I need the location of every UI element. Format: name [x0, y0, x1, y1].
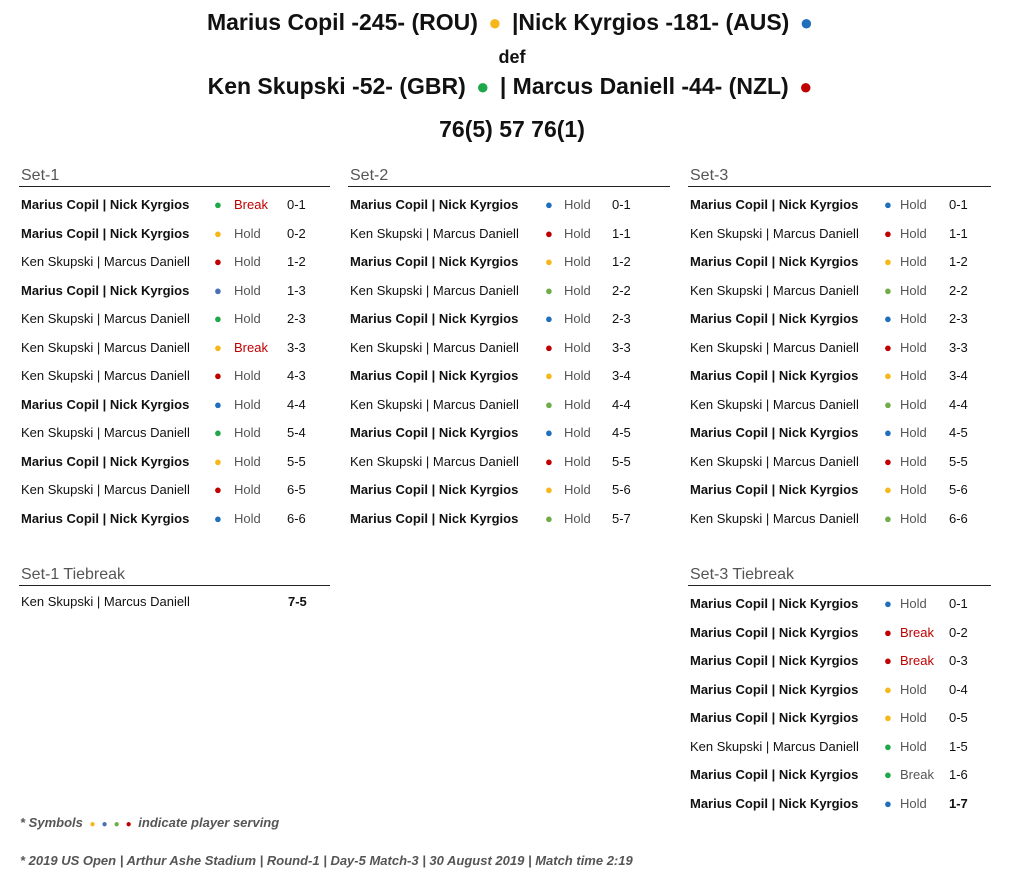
pair-name: Marius Copil | Nick Kyrgios	[690, 681, 859, 697]
serve-dot-icon: ●	[545, 254, 553, 269]
game-score: 5-5	[612, 453, 631, 469]
game-score: 5-5	[287, 453, 306, 469]
serve-dot-icon: ●	[545, 282, 553, 298]
game-result: Hold	[234, 225, 261, 241]
match-title-line-3	[0, 73, 1024, 100]
game-score: 0-1	[949, 197, 968, 212]
game-result: Break	[234, 339, 268, 355]
serve-dot-icon: ●	[799, 10, 814, 35]
serve-dot-icon: ●	[884, 425, 892, 440]
game-score: 0-1	[287, 197, 306, 212]
game-result: Break	[900, 653, 934, 668]
set-1-tiebreak-section	[19, 564, 330, 609]
serve-dot-icon: ●	[884, 197, 892, 212]
serve-dot-icon: ●	[884, 510, 892, 526]
tiebreak-title: Set-3 Tiebreak	[688, 564, 991, 586]
set-title: Set-3	[688, 165, 991, 187]
tiebreak-title: Set-1 Tiebreak	[19, 564, 330, 586]
game-result: Hold	[564, 311, 591, 326]
serve-dot-icon: ●	[884, 624, 892, 640]
set-title: Set-1	[19, 165, 330, 187]
serve-dot-icon: ●	[214, 368, 222, 383]
pair-name: Marius Copil | Nick Kyrgios	[690, 425, 859, 440]
serve-dot-icon: ●	[214, 482, 222, 497]
game-score: 1-2	[612, 254, 631, 269]
serve-dot-icon: ●	[545, 339, 553, 355]
serve-dot-icon: ●	[214, 339, 222, 355]
pair-name: Ken Skupski | Marcus Daniell	[21, 594, 190, 609]
serve-dot-icon: ●	[884, 311, 892, 326]
game-score: 0-2	[949, 624, 968, 640]
legend-dot-icon: ●	[89, 819, 96, 830]
game-score: 4-3	[287, 368, 306, 383]
game-result: Hold	[900, 596, 927, 611]
game-score: 1-1	[612, 225, 631, 241]
serve-dot-icon: ●	[545, 225, 553, 241]
pair-name: Marius Copil | Nick Kyrgios	[690, 368, 859, 383]
game-score: 1-3	[287, 282, 306, 298]
pair-name: Marius Copil | Nick Kyrgios	[21, 197, 190, 212]
game-result: Hold	[900, 396, 927, 412]
game-score: 3-4	[612, 368, 631, 383]
game-score: 0-1	[612, 197, 631, 212]
serve-dot-icon: ●	[545, 425, 553, 440]
pair-name: Marius Copil | Nick Kyrgios	[690, 197, 859, 212]
serve-legend	[20, 815, 279, 830]
game-result: Hold	[234, 396, 261, 412]
game-score: 3-4	[949, 368, 968, 383]
game-result: Hold	[234, 510, 261, 526]
game-score: 4-4	[287, 396, 306, 412]
game-score: 6-6	[287, 510, 306, 526]
game-result: Hold	[900, 282, 927, 298]
game-result: Hold	[564, 510, 591, 526]
pair-name: Ken Skupski | Marcus Daniell	[350, 225, 519, 241]
serve-dot-icon: ●	[545, 482, 553, 497]
serve-dot-icon: ●	[884, 368, 892, 383]
pair-name: Marius Copil | Nick Kyrgios	[690, 710, 859, 725]
serve-dot-icon: ●	[884, 339, 892, 355]
pair-name: Marius Copil | Nick Kyrgios	[21, 453, 190, 469]
game-result: Hold	[564, 339, 591, 355]
game-result: Hold	[900, 681, 927, 697]
game-result: Hold	[234, 311, 261, 326]
game-score: 3-3	[287, 339, 306, 355]
pair-name: Ken Skupski | Marcus Daniell	[350, 396, 519, 412]
game-result: Hold	[900, 197, 927, 212]
game-score: 5-6	[612, 482, 631, 497]
serve-dot-icon: ●	[214, 197, 222, 212]
serve-dot-icon: ●	[545, 368, 553, 383]
serve-dot-icon: ●	[214, 396, 222, 412]
pair-name: Marius Copil | Nick Kyrgios	[350, 311, 519, 326]
game-score: 2-3	[287, 311, 306, 326]
serve-dot-icon: ●	[799, 74, 813, 99]
pair-name: Marius Copil | Nick Kyrgios	[690, 795, 859, 811]
game-result: Hold	[900, 710, 927, 725]
legend-dots	[86, 815, 134, 830]
match-footer: * 2019 US Open | Arthur Ashe Stadium | Round-1 | Day-5 Match-3 | 30 August 2019 | Match time 2:19	[20, 853, 633, 868]
game-result: Hold	[564, 254, 591, 269]
tiebreak-row	[19, 592, 330, 612]
pair-name: Marius Copil | Nick Kyrgios	[350, 482, 519, 497]
serve-dot-icon: ●	[214, 254, 222, 269]
serve-dot-icon: ●	[884, 653, 892, 668]
pair-name: Ken Skupski | Marcus Daniell	[690, 738, 859, 754]
game-result: Hold	[234, 453, 261, 469]
game-score: 6-5	[287, 482, 306, 497]
game-result: Hold	[900, 254, 927, 269]
game-result: Hold	[564, 482, 591, 497]
game-result: Hold	[564, 425, 591, 440]
game-score: 4-4	[949, 396, 968, 412]
team2-title: |Nick Kyrgios -181- (AUS)	[511, 9, 790, 35]
game-score: 1-6	[949, 767, 968, 782]
serve-dot-icon: ●	[545, 396, 553, 412]
game-result: Hold	[900, 225, 927, 241]
set-3-tiebreak-section	[688, 564, 991, 811]
legend-suffix: indicate player serving	[138, 815, 280, 830]
pair-name: Marius Copil | Nick Kyrgios	[350, 510, 519, 526]
game-score: 1-2	[287, 254, 306, 269]
game-score: 0-1	[949, 596, 968, 611]
game-result: Hold	[900, 510, 927, 526]
game-result: Hold	[900, 738, 927, 754]
team4-title: | Marcus Daniell -44- (NZL)	[499, 73, 789, 99]
serve-dot-icon: ●	[884, 453, 892, 469]
serve-dot-icon: ●	[476, 74, 490, 99]
pair-name: Ken Skupski | Marcus Daniell	[690, 510, 859, 526]
game-score: 3-3	[949, 339, 968, 355]
serve-dot-icon: ●	[214, 282, 222, 298]
game-score: 4-4	[612, 396, 631, 412]
legend-dot-icon: ●	[101, 819, 108, 830]
serve-dot-icon: ●	[214, 453, 222, 469]
game-result: Hold	[234, 254, 261, 269]
serve-dot-icon: ●	[884, 254, 892, 269]
pair-name: Ken Skupski | Marcus Daniell	[21, 368, 190, 383]
pair-name: Marius Copil | Nick Kyrgios	[690, 767, 859, 782]
pair-name: Ken Skupski | Marcus Daniell	[690, 282, 859, 298]
def-label: def	[498, 47, 526, 67]
legend-dot-icon: ●	[113, 819, 120, 830]
game-score: 2-2	[612, 282, 631, 298]
game-score: 0-2	[287, 225, 306, 241]
serve-dot-icon: ●	[545, 453, 553, 469]
serve-dot-icon: ●	[884, 596, 892, 611]
game-result: Hold	[900, 368, 927, 383]
serve-dot-icon: ●	[884, 681, 892, 697]
game-result: Hold	[900, 339, 927, 355]
pair-name: Marius Copil | Nick Kyrgios	[350, 368, 519, 383]
pair-name: Marius Copil | Nick Kyrgios	[21, 282, 190, 298]
pair-name: Marius Copil | Nick Kyrgios	[21, 510, 190, 526]
game-score: 5-4	[287, 425, 306, 440]
pair-name: Ken Skupski | Marcus Daniell	[350, 339, 519, 355]
pair-name: Marius Copil | Nick Kyrgios	[21, 225, 190, 241]
serve-dot-icon: ●	[884, 710, 892, 725]
serve-dot-icon: ●	[545, 311, 553, 326]
game-score: 2-3	[612, 311, 631, 326]
game-result: Break	[900, 767, 934, 782]
legend-dot-icon: ●	[125, 819, 132, 830]
serve-dot-icon: ●	[214, 225, 222, 241]
set-3-section	[688, 165, 991, 526]
legend-prefix: * Symbols	[20, 815, 83, 830]
serve-dot-icon: ●	[884, 396, 892, 412]
game-result: Hold	[564, 282, 591, 298]
game-score: 5-7	[612, 510, 631, 526]
pair-name: Ken Skupski | Marcus Daniell	[21, 339, 190, 355]
serve-dot-icon: ●	[884, 225, 892, 241]
match-title-line-1	[0, 9, 1024, 36]
serve-dot-icon: ●	[884, 795, 892, 811]
serve-dot-icon: ●	[488, 10, 502, 35]
game-score: 2-3	[949, 311, 968, 326]
serve-dot-icon: ●	[545, 197, 553, 212]
pair-name: Marius Copil | Nick Kyrgios	[21, 396, 190, 412]
game-result: Hold	[900, 482, 927, 497]
set-2-section	[348, 165, 670, 526]
serve-dot-icon: ●	[884, 282, 892, 298]
team3-title: Ken Skupski -52- (GBR)	[207, 73, 466, 99]
game-score: 0-4	[949, 681, 968, 697]
pair-name: Marius Copil | Nick Kyrgios	[690, 311, 859, 326]
game-result: Hold	[564, 368, 591, 383]
set-title: Set-2	[348, 165, 670, 187]
pair-name: Ken Skupski | Marcus Daniell	[350, 282, 519, 298]
game-result: Hold	[900, 311, 927, 326]
pair-name: Ken Skupski | Marcus Daniell	[690, 396, 859, 412]
game-result: Hold	[234, 482, 261, 497]
game-result: Hold	[564, 453, 591, 469]
game-score: 3-3	[612, 339, 631, 355]
tiebreak-score: 7-5	[288, 594, 307, 609]
pair-name: Ken Skupski | Marcus Daniell	[350, 453, 519, 469]
pair-name: Ken Skupski | Marcus Daniell	[21, 482, 190, 497]
game-score: 0-3	[949, 653, 968, 668]
game-score: 1-1	[949, 225, 968, 241]
game-result: Hold	[234, 368, 261, 383]
game-score: 1-7	[949, 795, 968, 811]
pair-name: Marius Copil | Nick Kyrgios	[350, 197, 519, 212]
game-result: Break	[900, 624, 934, 640]
pair-name: Ken Skupski | Marcus Daniell	[21, 311, 190, 326]
game-result: Break	[234, 197, 268, 212]
game-score: 4-5	[949, 425, 968, 440]
serve-dot-icon: ●	[884, 738, 892, 754]
pair-name: Ken Skupski | Marcus Daniell	[690, 453, 859, 469]
game-result: Hold	[564, 396, 591, 412]
serve-dot-icon: ●	[214, 425, 222, 440]
game-result: Hold	[234, 282, 261, 298]
match-score: 76(5) 57 76(1)	[439, 116, 585, 142]
game-score: 1-2	[949, 254, 968, 269]
serve-dot-icon: ●	[214, 311, 222, 326]
serve-dot-icon: ●	[214, 510, 222, 526]
pair-name: Marius Copil | Nick Kyrgios	[350, 425, 519, 440]
team1-title: Marius Copil -245- (ROU)	[206, 9, 478, 35]
game-result: Hold	[900, 425, 927, 440]
pair-name: Marius Copil | Nick Kyrgios	[690, 482, 859, 497]
pair-name: Ken Skupski | Marcus Daniell	[21, 254, 190, 269]
game-result: Hold	[564, 197, 591, 212]
game-score: 0-5	[949, 710, 968, 725]
pair-name: Ken Skupski | Marcus Daniell	[690, 225, 859, 241]
game-score: 5-5	[949, 453, 968, 469]
game-result: Hold	[900, 795, 927, 811]
pair-name: Marius Copil | Nick Kyrgios	[690, 254, 859, 269]
game-score: 1-5	[949, 738, 968, 754]
game-score: 4-5	[612, 425, 631, 440]
pair-name: Marius Copil | Nick Kyrgios	[690, 624, 859, 640]
set-1-section	[19, 165, 330, 526]
game-score: 2-2	[949, 282, 968, 298]
game-result: Hold	[234, 425, 261, 440]
pair-name: Marius Copil | Nick Kyrgios	[350, 254, 519, 269]
pair-name: Ken Skupski | Marcus Daniell	[690, 339, 859, 355]
pair-name: Ken Skupski | Marcus Daniell	[21, 425, 190, 440]
serve-dot-icon: ●	[884, 767, 892, 782]
game-result: Hold	[900, 453, 927, 469]
serve-dot-icon: ●	[545, 510, 553, 526]
game-score: 6-6	[949, 510, 968, 526]
pair-name: Marius Copil | Nick Kyrgios	[690, 653, 859, 668]
serve-dot-icon: ●	[884, 482, 892, 497]
game-result: Hold	[564, 225, 591, 241]
game-score: 5-6	[949, 482, 968, 497]
pair-name: Marius Copil | Nick Kyrgios	[690, 596, 859, 611]
